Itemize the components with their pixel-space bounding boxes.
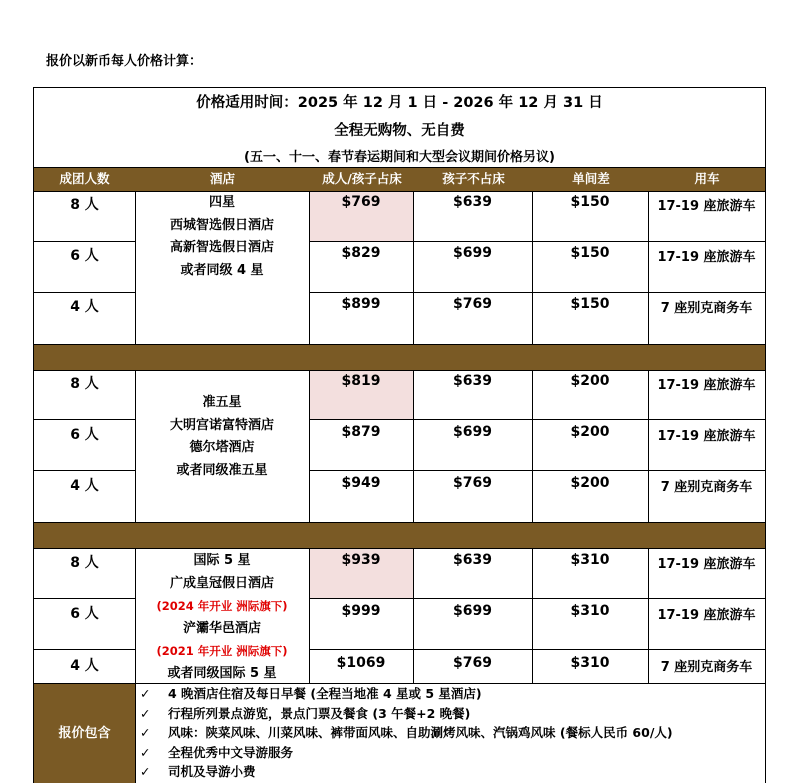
- inclusion-text: 司机及导游小费: [168, 764, 256, 780]
- col-pax: 成团人数: [59, 171, 110, 186]
- inclusion-text: 4 晚酒店住宿及每日早餐 (全程当地准 4 星或 5 星酒店): [168, 686, 482, 701]
- hotel-line: 西城智选假日酒店: [169, 217, 274, 233]
- hotel-line: 高新智选假日酒店: [169, 240, 274, 255]
- single-supplement-cell: $310: [570, 552, 610, 568]
- hotel-line: 德尔塔酒店: [189, 440, 255, 455]
- hotel-line: 或者同级准五星: [176, 462, 268, 478]
- vehicle-cell: 17-19 座旅游车: [657, 250, 756, 265]
- vehicle-cell: 17-19 座旅游车: [657, 557, 756, 572]
- adult-price-cell: $769: [341, 194, 381, 210]
- inclusion-item: [140, 723, 673, 743]
- intro-text: 报价以新币每人价格计算：: [46, 54, 203, 69]
- check-icon: ✓: [140, 764, 151, 780]
- hotel-open-note: (2024 年开业 洲际旗下): [156, 599, 288, 613]
- holiday-note: (五一、十一、春节春运期间和大型会议期间价格另议): [244, 150, 555, 165]
- child-price-cell: $769: [453, 655, 492, 671]
- single-supplement-cell: $200: [570, 424, 610, 440]
- pax-cell: 8 人: [70, 555, 99, 571]
- col-adult: 成人/孩子占床: [322, 171, 402, 186]
- adult-price-cell: $939: [341, 552, 381, 568]
- adult-price-cell: $819: [341, 373, 381, 389]
- adult-price-cell: $999: [341, 603, 381, 619]
- inclusion-item: [140, 762, 673, 782]
- col-child: 孩子不占床: [442, 171, 505, 186]
- child-price-cell: $699: [453, 424, 492, 440]
- vehicle-cell: 17-19 座旅游车: [657, 199, 756, 214]
- pax-cell: 6 人: [70, 606, 99, 622]
- adult-price-cell: $899: [341, 296, 381, 312]
- pax-cell: 4 人: [70, 478, 99, 494]
- vehicle-cell: 17-19 座旅游车: [657, 429, 756, 444]
- inclusion-text: 全程优秀中文导游服务: [168, 744, 294, 760]
- vehicle-cell: 17-19 座旅游车: [657, 378, 756, 393]
- child-price-cell: $699: [453, 245, 492, 261]
- hotel-line: 广成皇冠假日酒店: [169, 575, 274, 591]
- adult-price-cell: $879: [341, 424, 381, 440]
- child-price-cell: $699: [453, 603, 492, 619]
- child-price-cell: $639: [453, 552, 492, 568]
- vehicle-cell: 7 座别克商务车: [660, 301, 753, 316]
- validity-period: 价格适用时间：2025 年 12 月 1 日 - 2026 年 12 月 31 日: [196, 95, 603, 111]
- hotel-line: 国际 5 星: [193, 553, 251, 568]
- inclusion-text: 行程所列景点游览，景点门票及餐食 (3 午餐+2 晚餐): [168, 705, 471, 721]
- hotel-line: 浐灞华邑酒店: [182, 620, 261, 636]
- hotel-open-note: (2021 年开业 洲际旗下): [156, 644, 288, 658]
- hotel-line: 大明宫诺富特酒店: [169, 417, 274, 433]
- adult-price-cell: $949: [341, 475, 381, 491]
- check-icon: ✓: [140, 725, 151, 741]
- col-vehicle: 用车: [694, 171, 720, 186]
- single-supplement-cell: $310: [570, 603, 610, 619]
- adult-price-cell: $829: [341, 245, 381, 261]
- pax-cell: 4 人: [70, 299, 99, 315]
- hotel-line: 准五星: [202, 395, 242, 410]
- check-icon: ✓: [140, 686, 151, 701]
- single-supplement-cell: $150: [570, 296, 610, 312]
- hotel-line: 或者同级 4 星: [180, 262, 264, 278]
- hotel-cell-intl-5star: [135, 550, 309, 685]
- child-price-cell: $769: [453, 296, 492, 312]
- pax-cell: 6 人: [70, 248, 99, 264]
- vehicle-cell: 7 座别克商务车: [660, 480, 753, 495]
- single-supplement-cell: $200: [570, 475, 610, 491]
- single-supplement-cell: $150: [570, 245, 610, 261]
- hotel-cell-4star: [135, 192, 309, 282]
- adult-price-cell: $1069: [336, 655, 386, 671]
- inclusions-label: 报价包含: [34, 684, 135, 783]
- pax-cell: 8 人: [70, 376, 99, 392]
- col-single: 单间差: [572, 171, 610, 186]
- child-price-cell: $639: [453, 373, 492, 389]
- inclusion-item: [140, 743, 673, 763]
- pax-cell: 4 人: [70, 658, 99, 674]
- single-supplement-cell: $200: [570, 373, 610, 389]
- child-price-cell: $639: [453, 194, 492, 210]
- inclusion-item: [140, 704, 673, 724]
- child-price-cell: $769: [453, 475, 492, 491]
- column-header-row: [34, 167, 765, 191]
- inclusions-list: [140, 684, 673, 782]
- col-hotel: 酒店: [209, 171, 235, 186]
- single-supplement-cell: $150: [570, 194, 610, 210]
- single-supplement-cell: $310: [570, 655, 610, 671]
- vehicle-cell: 7 座别克商务车: [660, 660, 753, 675]
- check-icon: ✓: [140, 744, 151, 760]
- hotel-cell-quasi-5star: [135, 392, 309, 482]
- no-shopping-note: 全程无购物、无自费: [334, 123, 465, 139]
- vehicle-cell: 17-19 座旅游车: [657, 608, 756, 623]
- hotel-line: 四星: [208, 195, 235, 210]
- inclusion-item: [140, 684, 673, 704]
- pax-cell: 8 人: [70, 197, 99, 213]
- hotel-line: 或者同级国际 5 星: [167, 665, 277, 681]
- separator-band: [34, 345, 765, 370]
- inclusion-text: 风味：陕菜风味、川菜风味、裤带面风味、自助涮烤风味、汽锅鸡风味 (餐标人民币 60/人): [168, 725, 673, 741]
- separator-band: [34, 523, 765, 548]
- pax-cell: 6 人: [70, 427, 99, 443]
- check-icon: ✓: [140, 705, 151, 721]
